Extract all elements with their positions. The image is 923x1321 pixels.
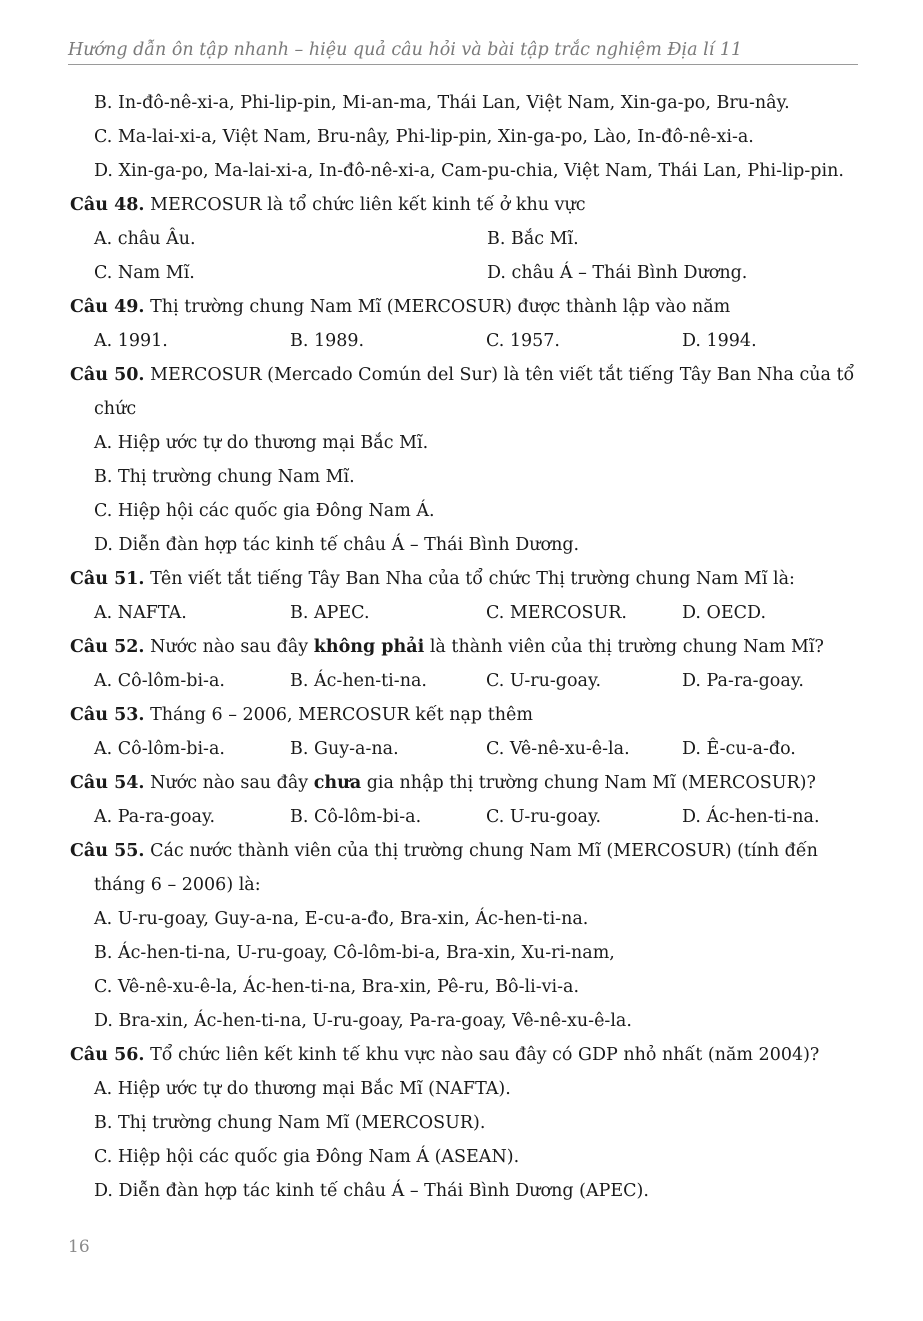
q56-option-d: D. Diễn đàn hợp tác kinh tế châu Á – Thái Bình Dương (APEC). [94, 1181, 649, 1201]
q48-option-b: B. Bắc Mĩ. [487, 229, 579, 249]
q50-option-c: C. Hiệp hội các quốc gia Đông Nam Á. [94, 501, 435, 521]
q55-option-d: D. Bra-xin, Ác-hen-ti-na, U-ru-goay, Pa-ra-goay, Vê-nê-xu-ê-la. [94, 1011, 632, 1031]
q54-option-c: C. U-ru-goay. [486, 807, 602, 827]
question-number: Câu 55. [70, 841, 145, 861]
options-row [70, 800, 860, 834]
question-49 [70, 290, 860, 324]
question-52 [70, 630, 860, 664]
q53-option-c: C. Vê-nê-xu-ê-la. [486, 739, 630, 759]
q51-option-c: C. MERCOSUR. [486, 603, 627, 623]
q52-option-a: A. Cô-lôm-bi-a. [94, 671, 225, 691]
q53-option-d: D. Ê-cu-a-đo. [682, 739, 796, 759]
question-text: Tổ chức liên kết kinh tế khu vực nào sau đây có GDP nhỏ nhất (năm 2004)? [144, 1045, 820, 1065]
question-text: Nước nào sau đây [144, 637, 314, 657]
q48-option-c: C. Nam Mĩ. [94, 263, 195, 283]
question-53 [70, 698, 860, 732]
q55-option-a: A. U-ru-goay, Guy-a-na, E-cu-a-đo, Bra-xin, Ác-hen-ti-na. [94, 909, 589, 929]
q52-option-d: D. Pa-ra-goay. [682, 671, 804, 691]
q56-option-a: A. Hiệp ước tự do thương mại Bắc Mĩ (NAFTA). [94, 1079, 511, 1099]
q49-option-d: D. 1994. [682, 331, 757, 351]
q54-option-a: A. Pa-ra-goay. [94, 807, 216, 827]
q51-option-d: D. OECD. [682, 603, 767, 623]
question-50-continued: chức [94, 399, 137, 419]
question-number: Câu 54. [70, 773, 145, 793]
question-list [70, 86, 860, 1208]
q52-option-c: C. U-ru-goay. [486, 671, 602, 691]
options-row [70, 324, 860, 358]
q47-option-b: B. In-đô-nê-xi-a, Phi-lip-pin, Mi-an-ma, Thái Lan, Việt Nam, Xin-ga-po, Bru-nây. [94, 93, 790, 113]
q52-option-b: B. Ác-hen-ti-na. [290, 671, 427, 691]
q55-option-b: B. Ác-hen-ti-na, U-ru-goay, Cô-lôm-bi-a, Bra-xin, Xu-ri-nam, [94, 943, 615, 963]
q50-option-b: B. Thị trường chung Nam Mĩ. [94, 467, 355, 487]
question-text: MERCOSUR (Mercado Común del Sur) là tên viết tắt tiếng Tây Ban Nha của tổ [144, 365, 855, 385]
question-55-continued: tháng 6 – 2006) là: [94, 875, 261, 895]
q53-option-a: A. Cô-lôm-bi-a. [94, 739, 225, 759]
q47-option-c: C. Ma-lai-xi-a, Việt Nam, Bru-nây, Phi-lip-pin, Xin-ga-po, Lào, In-đô-nê-xi-a. [94, 127, 754, 147]
q51-option-b: B. APEC. [290, 603, 370, 623]
q53-option-b: B. Guy-a-na. [290, 739, 399, 759]
q54-option-d: D. Ác-hen-ti-na. [682, 807, 820, 827]
page-number: 16 [68, 1237, 90, 1257]
question-55 [70, 834, 860, 868]
options-row [70, 256, 860, 290]
question-text: MERCOSUR là tổ chức liên kết kinh tế ở khu vực [144, 195, 586, 215]
options-row [70, 222, 860, 256]
q48-option-a: A. châu Âu. [94, 229, 196, 249]
question-text: Tên viết tắt tiếng Tây Ban Nha của tổ chức Thị trường chung Nam Mĩ là: [144, 569, 795, 589]
question-number: Câu 48. [70, 195, 145, 215]
question-text: Nước nào sau đây [144, 773, 314, 793]
q51-option-a: A. NAFTA. [94, 603, 187, 623]
question-54 [70, 766, 860, 800]
q50-option-d: D. Diễn đàn hợp tác kinh tế châu Á – Thái Bình Dương. [94, 535, 580, 555]
question-number: Câu 49. [70, 297, 145, 317]
running-header: Hướng dẫn ôn tập nhanh – hiệu quả câu hỏi và bài tập trắc nghiệm Địa lí 11 [68, 40, 858, 65]
question-text: Các nước thành viên của thị trường chung Nam Mĩ (MERCOSUR) (tính đến [144, 841, 818, 861]
question-text: Tháng 6 – 2006, MERCOSUR kết nạp thêm [144, 705, 533, 725]
question-56 [70, 1038, 860, 1072]
question-50 [70, 358, 860, 392]
q50-option-a: A. Hiệp ước tự do thương mại Bắc Mĩ. [94, 433, 429, 453]
question-number: Câu 51. [70, 569, 145, 589]
q49-option-b: B. 1989. [290, 331, 365, 351]
options-row [70, 596, 860, 630]
emphasis-text: chưa [313, 773, 362, 793]
q49-option-a: A. 1991. [94, 331, 168, 351]
options-row [70, 664, 860, 698]
q55-option-c: C. Vê-nê-xu-ê-la, Ác-hen-ti-na, Bra-xin, Pê-ru, Bô-li-vi-a. [94, 977, 580, 997]
q54-option-b: B. Cô-lôm-bi-a. [290, 807, 422, 827]
emphasis-text: không phải [313, 637, 425, 657]
q56-option-b: B. Thị trường chung Nam Mĩ (MERCOSUR). [94, 1113, 486, 1133]
q49-option-c: C. 1957. [486, 331, 560, 351]
q48-option-d: D. châu Á – Thái Bình Dương. [487, 263, 748, 283]
question-number: Câu 52. [70, 637, 145, 657]
question-text: gia nhập thị trường chung Nam Mĩ (MERCOSUR)? [361, 773, 816, 793]
question-text: Thị trường chung Nam Mĩ (MERCOSUR) được thành lập vào năm [144, 297, 731, 317]
question-number: Câu 50. [70, 365, 145, 385]
question-number: Câu 56. [70, 1045, 145, 1065]
question-number: Câu 53. [70, 705, 145, 725]
q47-option-d: D. Xin-ga-po, Ma-lai-xi-a, In-đô-nê-xi-a, Cam-pu-chia, Việt Nam, Thái Lan, Phi-lip-pin. [94, 161, 844, 181]
question-48 [70, 188, 860, 222]
question-text: là thành viên của thị trường chung Nam Mĩ? [424, 637, 824, 657]
q56-option-c: C. Hiệp hội các quốc gia Đông Nam Á (ASEAN). [94, 1147, 520, 1167]
options-row [70, 732, 860, 766]
question-51 [70, 562, 860, 596]
